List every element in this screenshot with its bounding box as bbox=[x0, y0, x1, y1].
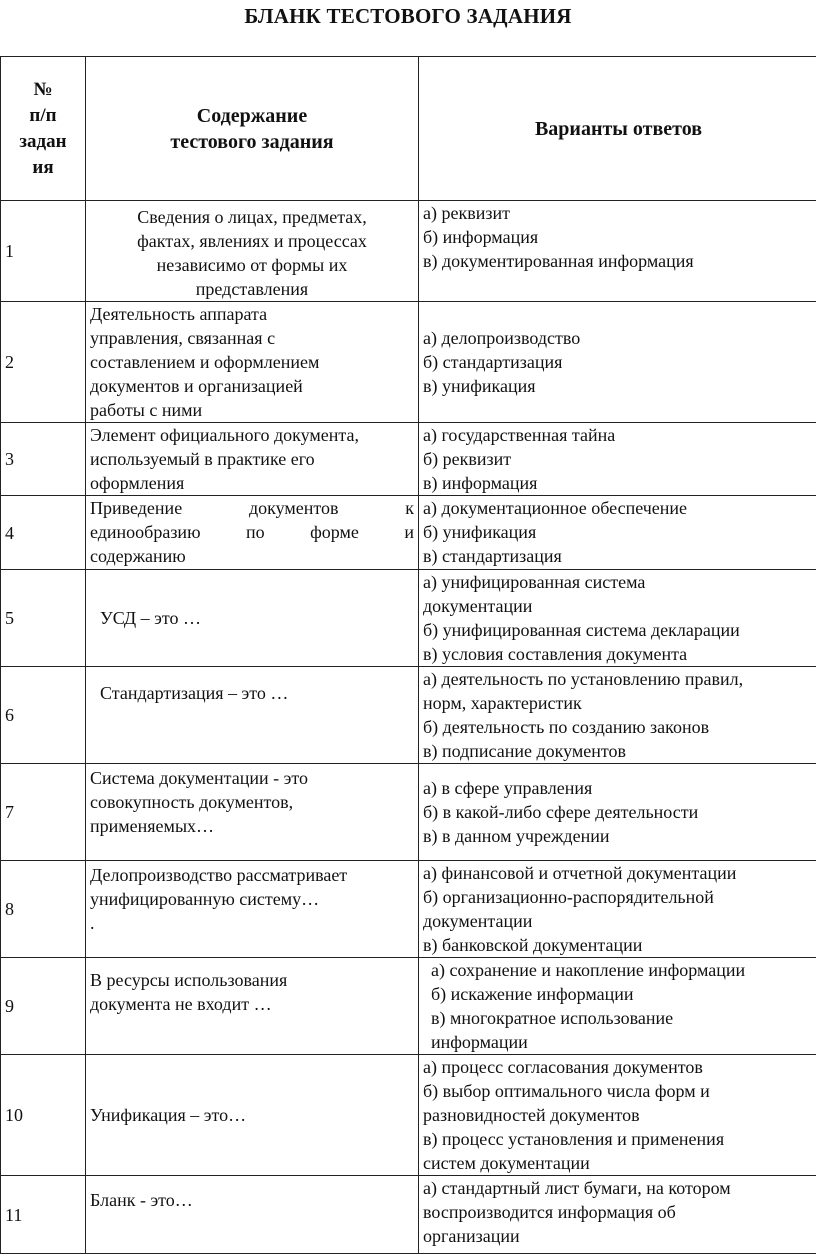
question-line: Деятельность аппарата bbox=[90, 302, 414, 326]
answer-option: в) условия составления документа bbox=[423, 642, 814, 666]
question-cell bbox=[86, 764, 419, 861]
answer-option: а) финансовой и отчетной документации bbox=[423, 861, 814, 885]
answer-option: б) стандартизация bbox=[423, 350, 814, 374]
answers-cell bbox=[419, 958, 816, 1055]
question-line: Элемент официального документа, bbox=[90, 423, 414, 447]
answers-cell bbox=[419, 667, 816, 764]
answers-cell bbox=[419, 1176, 816, 1254]
answer-option: в) в данном учреждении bbox=[423, 824, 814, 848]
answer-option: б) организационно-распорядительной bbox=[423, 885, 814, 909]
answer-option: в) унификация bbox=[423, 374, 814, 398]
answers-cell bbox=[419, 570, 816, 667]
question-line: документов и организацией bbox=[90, 374, 414, 398]
answer-option: б) информация bbox=[423, 225, 814, 249]
table-row bbox=[1, 570, 816, 667]
answer-option: а) в сфере управления bbox=[423, 776, 814, 800]
table-row bbox=[1, 496, 816, 570]
header-number: № п/п задан ия bbox=[1, 57, 86, 201]
row-number: 5 bbox=[1, 570, 86, 667]
question-line: совокупность документов, bbox=[90, 790, 414, 814]
question-cell bbox=[86, 958, 419, 1055]
question-line: . bbox=[90, 911, 414, 935]
table-row bbox=[1, 667, 816, 764]
row-number: 4 bbox=[1, 496, 86, 570]
answer-option: документации bbox=[423, 909, 814, 933]
question-cell bbox=[86, 667, 419, 764]
answer-option: б) выбор оптимального числа форм и bbox=[423, 1079, 814, 1103]
answer-option: а) делопроизводство bbox=[423, 326, 814, 350]
question-line: содержанию bbox=[90, 544, 414, 568]
table-row bbox=[1, 1055, 816, 1176]
answer-option: в) подписание документов bbox=[423, 739, 814, 763]
answer-option: в) многократное использование bbox=[431, 1006, 814, 1030]
answer-option: б) в какой-либо сфере деятельности bbox=[423, 800, 814, 824]
answer-option: в) стандартизация bbox=[423, 544, 814, 568]
row-number: 6 bbox=[1, 667, 86, 764]
row-number: 1 bbox=[1, 201, 86, 302]
answers-cell bbox=[419, 496, 816, 570]
question-line: Бланк - это… bbox=[90, 1188, 414, 1212]
row-number: 8 bbox=[1, 861, 86, 958]
question-line: Делопроизводство рассматривает bbox=[90, 863, 414, 887]
question-line: единообразию по форме и bbox=[90, 520, 414, 544]
answer-option: а) государственная тайна bbox=[423, 423, 814, 447]
answers-cell bbox=[419, 201, 816, 302]
question-line: представления bbox=[90, 277, 414, 301]
answer-option: а) реквизит bbox=[423, 201, 814, 225]
answers-cell bbox=[419, 423, 816, 496]
answer-option: а) стандартный лист бумаги, на котором bbox=[423, 1176, 814, 1200]
question-line: В ресурсы использования bbox=[90, 968, 414, 992]
table-row bbox=[1, 302, 816, 423]
answer-option: а) сохранение и накопление информации bbox=[431, 958, 814, 982]
table-row bbox=[1, 861, 816, 958]
question-cell bbox=[86, 861, 419, 958]
answer-option: б) унифицированная система декларации bbox=[423, 618, 814, 642]
answer-option: разновидностей документов bbox=[423, 1103, 814, 1127]
question-cell bbox=[86, 423, 419, 496]
answer-option: в) банковской документации bbox=[423, 933, 814, 957]
test-table bbox=[0, 56, 816, 1254]
answer-option: а) процесс согласования документов bbox=[423, 1055, 814, 1079]
question-cell bbox=[86, 302, 419, 423]
row-number: 10 bbox=[1, 1055, 86, 1176]
question-cell bbox=[86, 1055, 419, 1176]
answer-option: б) деятельность по созданию законов bbox=[423, 715, 814, 739]
table-row bbox=[1, 423, 816, 496]
question-line: Система документации - это bbox=[90, 766, 414, 790]
header-row bbox=[1, 57, 816, 201]
table-row bbox=[1, 764, 816, 861]
question-line: применяемых… bbox=[90, 814, 414, 838]
question-cell bbox=[86, 496, 419, 570]
row-number: 3 bbox=[1, 423, 86, 496]
answers-cell bbox=[419, 861, 816, 958]
answer-option: систем документации bbox=[423, 1151, 814, 1175]
table-body bbox=[1, 201, 816, 1254]
question-line: оформления bbox=[90, 471, 414, 495]
question-line: фактах, явлениях и процессах bbox=[90, 229, 414, 253]
answers-cell bbox=[419, 764, 816, 861]
answer-option: а) деятельность по установлению правил, bbox=[423, 667, 814, 691]
question-line: УСД – это … bbox=[100, 606, 414, 630]
answers-cell bbox=[419, 302, 816, 423]
row-number: 11 bbox=[1, 1176, 86, 1254]
row-number: 2 bbox=[1, 302, 86, 423]
question-line: Стандартизация – это … bbox=[100, 681, 414, 705]
row-number: 9 bbox=[1, 958, 86, 1055]
question-line: используемый в практике его bbox=[90, 447, 414, 471]
question-line: работы с ними bbox=[90, 398, 414, 422]
answer-option: в) информация bbox=[423, 471, 814, 495]
question-line: независимо от формы их bbox=[90, 253, 414, 277]
row-number: 7 bbox=[1, 764, 86, 861]
question-line: унифицированную систему… bbox=[90, 887, 414, 911]
header-answers: Варианты ответов bbox=[419, 57, 816, 201]
answers-cell bbox=[419, 1055, 816, 1176]
answer-option: б) искажение информации bbox=[431, 982, 814, 1006]
answer-option: а) документационное обеспечение bbox=[423, 496, 814, 520]
answer-option: информации bbox=[431, 1030, 814, 1054]
answer-option: б) унификация bbox=[423, 520, 814, 544]
question-line: управления, связанная с bbox=[90, 326, 414, 350]
table-row bbox=[1, 958, 816, 1055]
question-line: Приведение документов к bbox=[90, 496, 414, 520]
question-line: документа не входит … bbox=[90, 992, 414, 1016]
page-title: БЛАНК ТЕСТОВОГО ЗАДАНИЯ bbox=[0, 4, 816, 29]
answer-option: а) унифицированная система bbox=[423, 570, 814, 594]
question-cell bbox=[86, 1176, 419, 1254]
answer-option: норм, характеристик bbox=[423, 691, 814, 715]
answer-option: в) процесс установления и применения bbox=[423, 1127, 814, 1151]
question-line: составлением и оформлением bbox=[90, 350, 414, 374]
table-row bbox=[1, 201, 816, 302]
answer-option: в) документированная информация bbox=[423, 249, 814, 273]
question-cell bbox=[86, 570, 419, 667]
header-content: Содержание тестового задания bbox=[86, 57, 419, 201]
answer-option: б) реквизит bbox=[423, 447, 814, 471]
answer-option: организации bbox=[423, 1224, 814, 1248]
answer-option: документации bbox=[423, 594, 814, 618]
table-row bbox=[1, 1176, 816, 1254]
question-cell bbox=[86, 201, 419, 302]
question-line: Сведения о лицах, предметах, bbox=[90, 205, 414, 229]
question-line: Унификация – это… bbox=[90, 1103, 414, 1127]
answer-option: воспроизводится информация об bbox=[423, 1200, 814, 1224]
